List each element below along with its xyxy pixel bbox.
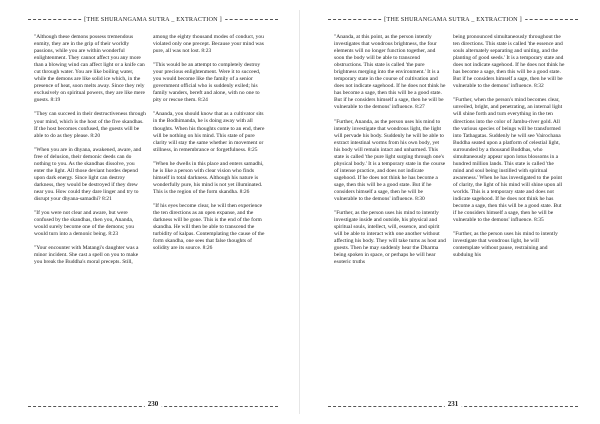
paragraph: "Further, as the person uses his mind to intently investigate inside and outside, his physical and spiritual souls, intellect, will, essence, and spirit will be able to interact with one another without affecting his body. They will take turns as host and guests. Then he may suddenly hear the Dharma being spoken in space, or perhaps he will hear esoteric truths xyxy=(334,210,446,266)
paragraph: being pronounced simultaneously throughout the ten directions. This state is called 'the essence and souls alternately separating and uniting, and the planting of good seeds.' It is a temporary state and does not indicate sagehood. If he does not think he has become a sage, then this will be a good state. But if he considers himself a sage, then he will be vulnerable to the demons' influence. 8:32 xyxy=(453,34,565,90)
right-page xyxy=(300,0,600,424)
paragraph: "Further, when the person's mind becomes clear, unveiled, bright, and penetrating, an internal light will shine forth and turn everything in the ten directions into the color of Jambu-river gold. All the various species of beings will be transformed into Tathagatas. Suddenly he will see Vairochana Buddha seated upon a platform of celestial light, surrounded by a thousand Buddhas, who simultaneously appear upon lotus blossoms in a hundred million lands. This state is called 'the mind and soul being instilled with spiritual awareness.' When he has investigated to the point of clarity, the light of his mind will shine upon all worlds. This is a temporary state and does not indicate sagehood. If he does not think he has become a sage, then this will be a good state. But if he considers himself a sage, then he will be vulnerable to the demons' influence. 8:35 xyxy=(453,97,563,224)
paragraph: "Your encounter with Matangi's daughter was a minor incident. She cast a spell on you to make you break the Buddha's moral precepts. Still, xyxy=(34,245,139,266)
right-column-1 xyxy=(334,34,446,273)
paragraph: "Ananda, you should know that as a cultivator sits in the Bodhimanda, he is doing away with all thoughts. When his thoughts come to an end, there will be nothing on his mind. This state of pure clarity will stay the same whether in movement or stillness, in remembrance or forgetfulness. 8:25 xyxy=(153,111,265,153)
paragraph: "Ananda, at this point, as the person intently investigates that wondrous brightness, the four elements will no longer function together, and soon the body will be able to transcend obstructions. This state is called 'the pure brightness merging into the environment.' It is a temporary state in the course of cultivation and does not indicate sagehood. If he does not think he has become a sage, then this will be a good state. But if he considers himself a sage, then he will be vulnerable to the demons' influence. 8:27 xyxy=(334,34,446,111)
paragraph: "Although these demons possess tremendous enmity, they are in the grip of their worldly passions, while you are within wonderful enlightenment. They cannot affect you any more than a blowing wind can affect light or a knife can cut through water. You are like boiling water, while the demons are like solid ice which, in the presence of heat, soon melts away. Since they rely exclusively on spiritual powers, they are like mere guests. 8:19 xyxy=(34,34,145,104)
paragraph: "Further, as the person uses his mind to intently investigate that wondrous light, he will contemplate without pause, restraining and subduing his xyxy=(453,231,558,259)
paragraph: "When you are in dhyana, awakened, aware, and free of delusion, their demonic deeds can do nothing to you. As the skandhas dissolve, you enter the light. All those deviant hordes depend upon dark energy. Since light can destroy darkness, they would be destroyed if they drew near you. How could they dare linger and try to disrupt your dhyana-samadhi? 8:21 xyxy=(34,146,142,202)
right-column-2 xyxy=(453,34,565,266)
paragraph: "This would be an attempt to completely destroy your precious enlightenment. Were it to succeed, you would become like the family of a senior government official who is suddenly exiled; his family wanders, bereft and alone, with no one to pity or rescue them. 8:24 xyxy=(153,62,261,104)
left-page-header xyxy=(28,14,278,26)
paragraph: "If you were not clear and aware, but were confused by the skandhas, then you, Ananda, would surely become one of the demons; you would turn into a demonic being. 8:23 xyxy=(34,210,135,238)
left-header-title: [THE SHURANGAMA SUTRA _ EXTRACTION ] xyxy=(81,14,225,26)
right-page-number: 231 xyxy=(445,398,462,410)
paragraph: among the eighty thousand modes of conduct, you violated only one precept. Because your mind was pure, all was not lost. 8:23 xyxy=(153,34,264,55)
paragraph: "Further, Ananda, as the person uses his mind to intently investigate that wondrous light, the light will pervade his body. Suddenly he will be able to extract intestinal worms from his own body, yet his body will remain intact and unharmed. This state is called 'the pure light surging through one's physical body.' It is a temporary state in the course of intense practice, and does not indicate sagehood. If he does not think he has become a sage, then this will be a good state. But if he considers himself a sage, then he will be vulnerable to the demons' influence. 8:30 xyxy=(334,118,446,203)
paragraph: "If his eyes become clear, he will then experience the ten directions as an open expanse, and the darkness will be gone. This is the end of the form skandha. He will then be able to transcend the turbidity of kalpas. Contemplating the cause of the form skandha, one sees that false thoughts of solidity are its source. 8:26 xyxy=(153,202,265,252)
left-column-2 xyxy=(153,34,265,259)
left-column-1 xyxy=(34,34,146,273)
paragraph: "They can succeed in their destructiveness through your mind, which is the host of the five skandhas. If the host becomes confused, the guests will be able to do as they please. 8:20 xyxy=(34,111,146,139)
left-page-number: 230 xyxy=(145,398,162,410)
right-page-header xyxy=(328,14,578,26)
paragraph: "When he dwells in this place and enters samadhi, he is like a person with clear vision who finds himself in total darkness. Although his nature is wonderfully pure, his mind is not yet illuminated. This is the region of the form skandha. 8:26 xyxy=(153,160,264,195)
right-header-title: [THE SHURANGAMA SUTRA _ EXTRACTION ] xyxy=(381,14,525,26)
